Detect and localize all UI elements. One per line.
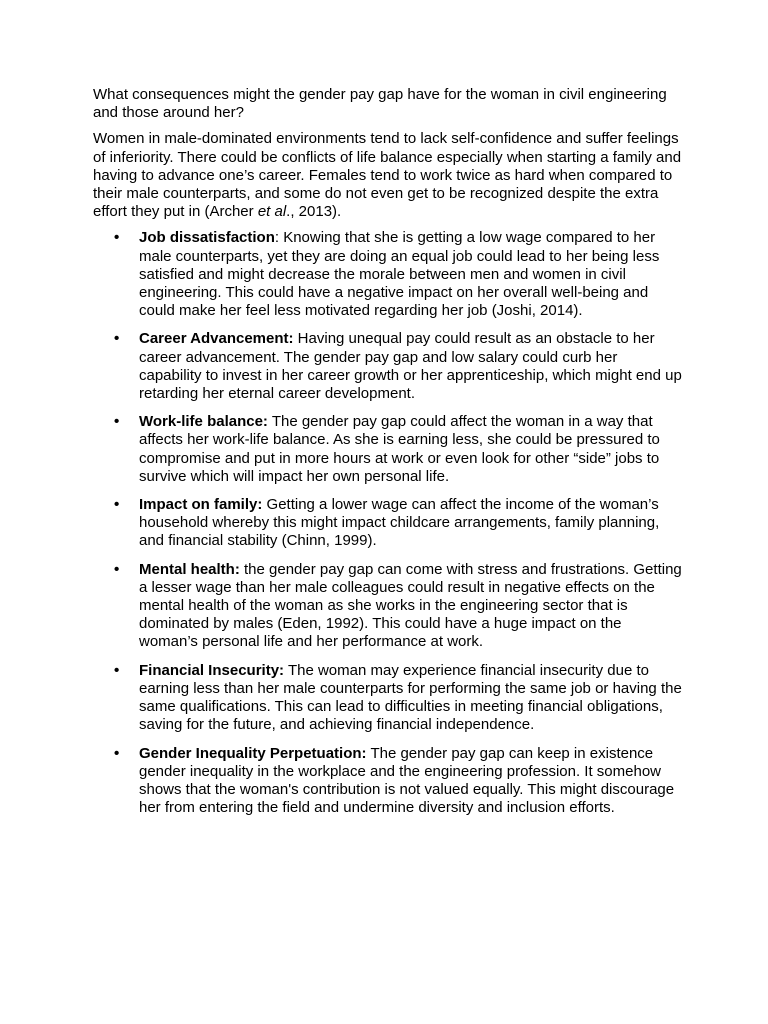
item-text: The gender pay gap could affect the woman in a way that affects her work-life balance. As she is earning less, she could be pressured to compromise and put in more hours at work or even look for other “side” jobs to survive which will impact her own personal life. xyxy=(139,413,660,485)
list-item xyxy=(93,229,683,320)
intro-text-end: ., 2013). xyxy=(286,203,342,221)
item-text: the gender pay gap can come with stress and frustrations. Getting a lesser wage than her male colleagues could result in negative effects on the mental health of the woman as she works in the engineering sector that is dominated by males (Eden, 1992). This could have a huge impact on the woman’s personal life and her performance at work. xyxy=(139,560,682,651)
bullet-icon: • xyxy=(114,661,120,679)
item-text: Having unequal pay could result as an obstacle to her career advancement. The gender pay gap and low salary could curb her capability to invest in her career growth or her apprenticeship, which might end up retarding her eternal career development. xyxy=(139,330,682,403)
item-term: Gender Inequality Perpetuation: xyxy=(139,744,367,762)
list-item xyxy=(93,330,683,403)
question-paragraph: What consequences might the gender pay gap have for the woman in civil engineering and those around her? xyxy=(93,86,667,122)
intro-paragraph xyxy=(93,130,683,221)
consequences-list xyxy=(93,229,683,817)
bullet-icon: • xyxy=(114,560,120,578)
item-term: Work-life balance: xyxy=(139,413,268,431)
item-text: : Knowing that she is getting a low wage compared to her male counterparts, yet they are doing an equal job could lead to her being less satisfied and might decrease the morale between men and women in civil engineering. This could have a negative impact on her overall well-being and could make her feel less motivated regarding her job (Joshi, 2014). xyxy=(139,229,660,320)
item-term: Impact on family: xyxy=(139,496,263,514)
item-text: Getting a lower wage can affect the income of the woman’s household whereby this might impact childcare arrangements, family planning, and financial stability (Chinn, 1999). xyxy=(139,496,660,550)
item-term: Career Advancement: xyxy=(139,330,294,348)
bullet-icon: • xyxy=(114,330,120,348)
bullet-icon: • xyxy=(114,413,120,431)
bullet-icon: • xyxy=(114,744,120,762)
bullet-icon: • xyxy=(114,229,120,247)
list-item xyxy=(93,413,683,486)
list-item xyxy=(93,662,683,735)
item-term: Mental health: xyxy=(139,560,240,578)
item-text: The woman may experience financial insecurity due to earning less than her male counterparts for performing the same job or having the same qualifications. This can lead to difficulties in meeting financial obligations, saving for the future, and achieving financial independence. xyxy=(139,661,682,734)
intro-italic: et al xyxy=(257,203,287,221)
list-item xyxy=(93,745,683,818)
item-term: Financial Insecurity: xyxy=(139,661,285,679)
intro-text: Women in male-dominated environments tend to lack self-confidence and suffer feelings of inferiority. There could be conflicts of life balance especially when starting a family and having to advance one’s career. Females tend to work twice as hard when compared to their male counterparts, and some do not even get to be recognized despite the extra effort they put in (Archer xyxy=(93,130,682,221)
list-item xyxy=(93,561,683,652)
bullet-icon: • xyxy=(114,496,120,514)
item-text: The gender pay gap can keep in existence gender inequality in the workplace and the engineering profession. It somehow shows that the woman's contribution is not valued equally. This might discourage her from entering the field and undermine diversity and inclusion efforts. xyxy=(139,744,675,817)
item-term: Job dissatisfaction xyxy=(139,229,275,247)
list-item xyxy=(93,496,683,551)
document-page xyxy=(93,86,683,827)
